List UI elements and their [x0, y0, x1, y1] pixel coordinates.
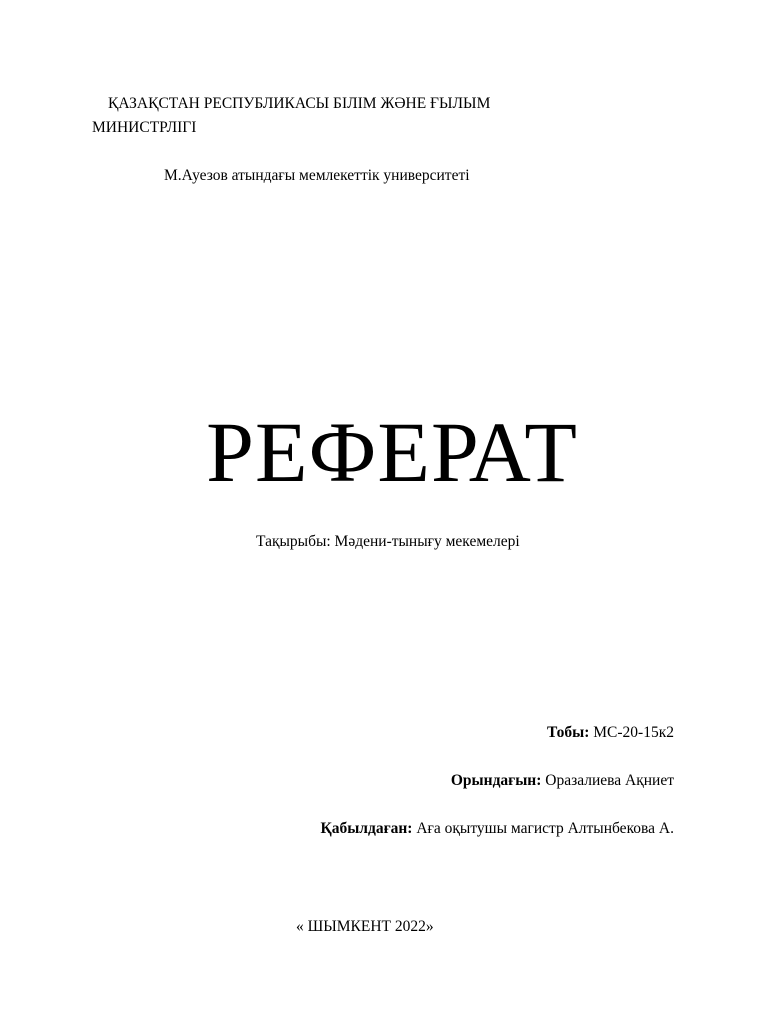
group-label: Тобы:	[546, 724, 590, 741]
document-title: РЕФЕРАТ	[206, 404, 578, 500]
university-name: М.Ауезов атындағы мемлекеттік университеті	[164, 167, 470, 184]
topic-line: Тақырыбы: Мәдени-тынығу мекемелері	[256, 533, 520, 550]
performer-line	[451, 770, 674, 792]
performer-label: Орындағын:	[450, 772, 542, 789]
group-line	[547, 722, 674, 744]
reviewer-line	[320, 818, 674, 840]
reviewer-value: Аға оқытушы магистр Алтынбекова А.	[416, 820, 674, 837]
performer-value: Оразалиева Ақниет	[545, 772, 674, 789]
city-year: « ШЫМКЕНТ 2022»	[296, 918, 434, 935]
ministry-name: ҚАЗАҚСТАН РЕСПУБЛИКАСЫ БІЛІМ ЖӘНЕ ҒЫЛЫМ МИНИСТРЛІГІ	[92, 95, 491, 136]
group-value: МС-20-15к2	[593, 724, 674, 741]
reviewer-label: Қабылдаған:	[320, 820, 413, 837]
